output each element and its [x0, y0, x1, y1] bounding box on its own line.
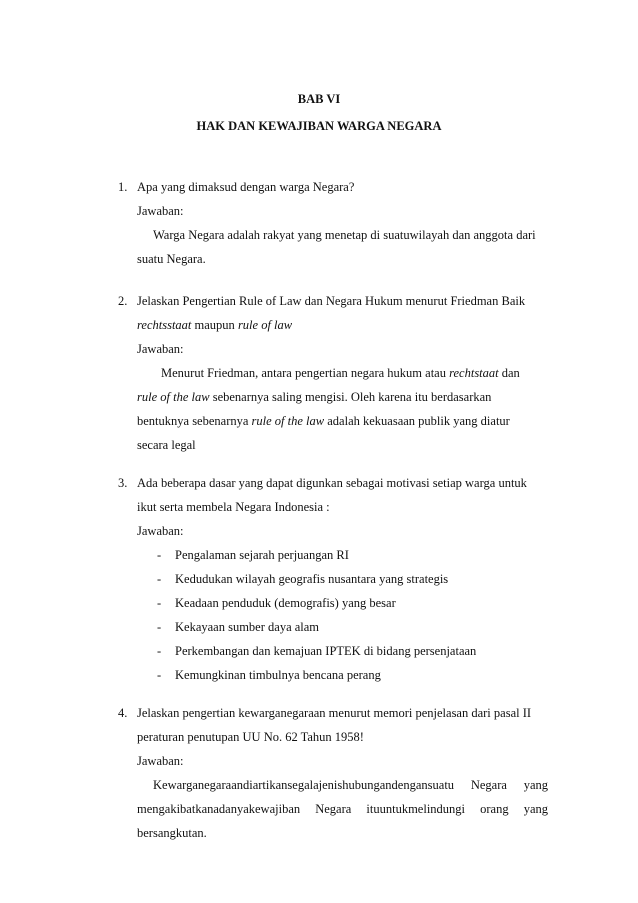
q2-question-line: Jelaskan Pengertian Rule of Law dan Negara Hukum menurut Friedman Baik [137, 294, 526, 308]
q2-answer-label: Jawaban: [137, 342, 184, 356]
q1-question: Apa yang dimaksud dengan warga Negara? [137, 180, 355, 194]
q4-answer-line: Kewarganegaraandiartikansegalajenishubungandengansuatu Negara yang [153, 778, 548, 792]
q3-question-line: ikut serta membela Negara Indonesia : [137, 500, 330, 514]
term-rechtsstaat: rechtsstaat [137, 318, 192, 332]
list-item: Perkembangan dan kemajuan IPTEK di bidang persenjataan [175, 644, 477, 658]
bullet-dash: - [157, 572, 162, 586]
q4-answer-line: mengakibatkanadanyakewajiban Negara ituuntukmelindungi orang yang [137, 802, 548, 816]
chapter-title: HAK DAN KEWAJIBAN WARGA NEGARA [196, 119, 442, 133]
bullet-dash: - [157, 548, 162, 562]
list-item: Kedudukan wilayah geografis nusantara yang strategis [175, 572, 449, 586]
term-rule-of-the-law: rule of the law [251, 414, 325, 428]
list-item: Kekayaan sumber daya alam [175, 620, 320, 634]
q2-text: Menurut Friedman, antara pengertian negara hukum atau [161, 366, 450, 380]
q4-answer-line: bersangkutan. [137, 826, 207, 840]
q1-number: 1. [118, 180, 128, 194]
q1-answer-line: suatu Negara. [137, 252, 206, 266]
term-rule-of-law: rule of law [237, 318, 293, 332]
q4-answer-label: Jawaban: [137, 754, 184, 768]
bullet-dash: - [157, 620, 162, 634]
list-item: Keadaan penduduk (demografis) yang besar [175, 596, 396, 610]
bullet-dash: - [157, 644, 162, 658]
list-item: Kemungkinan timbulnya bencana perang [175, 668, 381, 682]
q1-answer-line: Warga Negara adalah rakyat yang menetap di suatuwilayah dan anggota dari [153, 228, 536, 242]
bullet-dash: - [157, 596, 162, 610]
q2-answer-line [161, 366, 520, 381]
q4-question-line: peraturan penutupan UU No. 62 Tahun 1958! [137, 730, 364, 744]
q2-number: 2. [118, 294, 128, 308]
q3-number: 3. [118, 476, 128, 490]
list-item: Pengalaman sejarah perjuangan RI [175, 548, 349, 562]
q4-number: 4. [118, 706, 128, 720]
q4-question-line: Jelaskan pengertian kewarganegaraan menurut memori penjelasan dari pasal II [137, 706, 532, 720]
q3-answer-label: Jawaban: [137, 524, 184, 538]
q2-answer-line [137, 390, 491, 405]
chapter-label: BAB VI [297, 92, 341, 106]
term-rule-of-the-law: rule of the law [137, 390, 210, 404]
q2-answer-line [137, 414, 510, 429]
term-rechtstaat: rechtstaat [449, 366, 499, 380]
q2-text: adalah kekuasaan publik yang diatur [324, 414, 510, 428]
q2-answer-line: secara legal [137, 438, 196, 452]
q1-answer-label: Jawaban: [137, 204, 184, 218]
q2-text: dan [498, 366, 520, 380]
q2-connector: maupun [191, 318, 238, 332]
bullet-dash: - [157, 668, 162, 682]
q2-question-line [137, 318, 292, 333]
q2-text: bentuknya sebenarnya [137, 414, 252, 428]
q2-text: sebenarnya saling mengisi. Oleh karena itu berdasarkan [209, 390, 492, 404]
q3-question-line: Ada beberapa dasar yang dapat digunkan sebagai motivasi setiap warga untuk [137, 476, 527, 490]
